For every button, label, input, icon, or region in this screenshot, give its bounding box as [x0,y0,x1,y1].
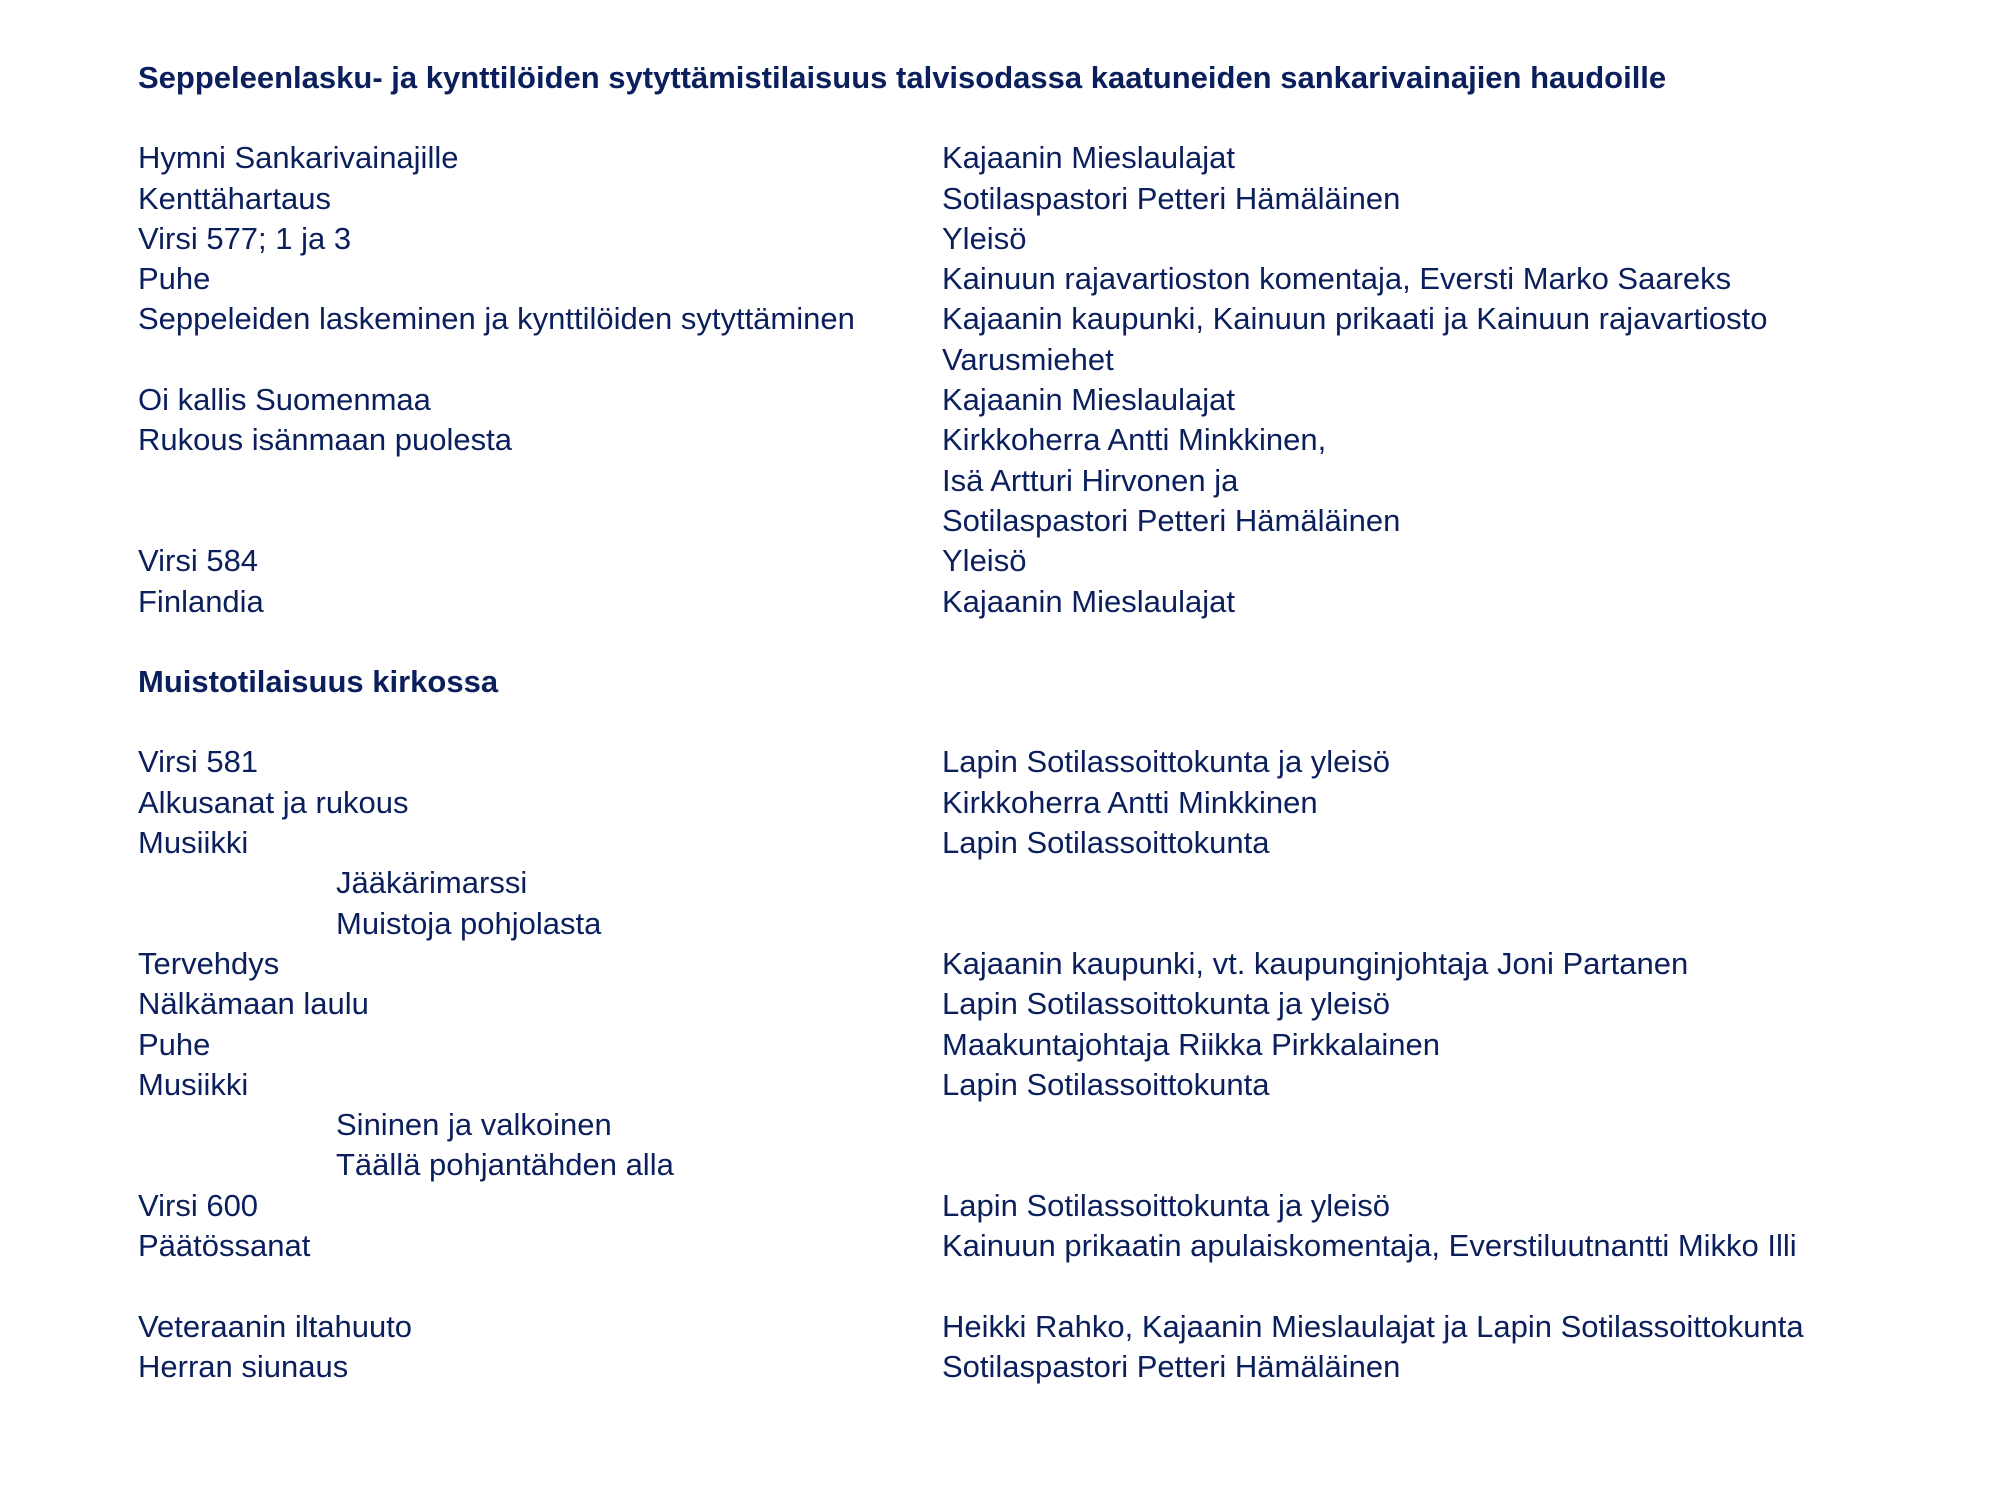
program-row [138,582,1938,622]
program-item: Hymni Sankarivainajille [138,140,459,176]
spacer [138,98,1938,138]
program-row [138,299,1938,339]
program-row [138,461,1938,501]
program-row [138,1065,1938,1105]
program-item: Seppeleiden laskeminen ja kynttilöiden sytyttäminen [138,301,855,337]
program-performer: Lapin Sotilassoittokunta ja yleisö [942,744,1391,780]
program-document [138,58,1938,1387]
program-item: Alkusanat ja rukous [138,784,409,820]
program-row [138,541,1938,581]
program-subitem-row [138,1105,1938,1145]
section-title-wreath-ceremony: Seppeleenlasku- ja kynttilöiden sytyttämistilaisuus talvisodassa kaatuneiden sankarivainajien haudoille [138,60,1667,95]
program-item: Virsi 600 [138,1187,259,1223]
program-item: Musiikki [138,825,249,861]
program-item: Tervehdys [138,945,280,981]
program-performer: Kajaanin Mieslaulajat [942,583,1235,619]
program-item: Rukous isänmaan puolesta [138,422,512,458]
program-performer: Kirkkoherra Antti Minkkinen [942,784,1318,820]
program-performer: Sotilaspastori Petteri Hämäläinen [942,180,1401,216]
program-row [138,823,1938,863]
program-row [138,259,1938,299]
program-performer: Sotilaspastori Petteri Hämäläinen [942,1348,1401,1384]
program-row [138,944,1938,984]
program-row [138,340,1938,380]
program-performer: Kajaanin kaupunki, Kainuun prikaati ja Kainuun rajavartiosto [942,301,1768,337]
section-title-church-memorial: Muistotilaisuus kirkossa [138,664,499,700]
program-subitem-row [138,863,1938,903]
program-item: Veteraanin iltahuuto [138,1308,413,1344]
program-row [138,1025,1938,1065]
program-performer: Lapin Sotilassoittokunta ja yleisö [942,986,1391,1022]
program-performer: Maakuntajohtaja Riikka Pirkkalainen [942,1026,1440,1062]
program-performer: Sotilaspastori Petteri Hämäläinen [942,502,1401,538]
program-item: Herran siunaus [138,1348,349,1384]
program-performer: Yleisö [942,543,1027,579]
program-subitem-row [138,1145,1938,1185]
program-subitem: Muistoja pohjolasta [336,905,602,941]
program-performer: Varusmiehet [942,341,1114,377]
program-performer: Lapin Sotilassoittokunta [942,1066,1270,1102]
program-performer: Kainuun prikaatin apulaiskomentaja, Everstiluutnantti Mikko Illi [942,1228,1797,1264]
program-row [138,1226,1938,1266]
program-row [138,1307,1938,1347]
program-performer: Isä Artturi Hirvonen ja [942,462,1239,498]
program-performer: Kajaanin Mieslaulajat [942,382,1235,418]
program-item: Finlandia [138,583,264,619]
program-row [138,742,1938,782]
program-item: Puhe [138,1026,211,1062]
program-performer: Lapin Sotilassoittokunta ja yleisö [942,1187,1391,1223]
program-performer: Kirkkoherra Antti Minkkinen, [942,422,1327,458]
program-row [138,1347,1938,1387]
program-item: Oi kallis Suomenmaa [138,382,431,418]
spacer [138,622,1938,662]
program-row [138,1266,1938,1306]
program-item: Virsi 577; 1 ja 3 [138,220,352,256]
program-item: Musiikki [138,1066,249,1102]
program-item: Virsi 581 [138,744,259,780]
program-performer: Kajaanin Mieslaulajat [942,140,1235,176]
program-row [138,420,1938,460]
program-row [138,1186,1938,1226]
program-item: Nälkämaan laulu [138,986,369,1022]
program-item: Virsi 584 [138,543,259,579]
program-item: Päätössanat [138,1228,311,1264]
program-subitem-row [138,904,1938,944]
program-row [138,501,1938,541]
program-subitem: Sininen ja valkoinen [336,1107,612,1143]
program-row [138,783,1938,823]
program-row [138,984,1938,1024]
program-row [138,138,1938,178]
program-row [138,219,1938,259]
program-row [138,179,1938,219]
program-performer: Kainuun rajavartioston komentaja, Eversti Marko Saareks [942,261,1732,297]
program-performer: Heikki Rahko, Kajaanin Mieslaulajat ja Lapin Sotilassoittokunta [942,1308,1804,1344]
program-item: Puhe [138,261,211,297]
program-performer: Kajaanin kaupunki, vt. kaupunginjohtaja Joni Partanen [942,945,1689,981]
program-item: Kenttähartaus [138,180,332,216]
program-performer: Yleisö [942,220,1027,256]
program-subitem: Täällä pohjantähden alla [336,1147,674,1183]
program-performer: Lapin Sotilassoittokunta [942,825,1270,861]
program-subitem: Jääkärimarssi [336,865,528,901]
program-row [138,380,1938,420]
spacer [138,702,1938,742]
